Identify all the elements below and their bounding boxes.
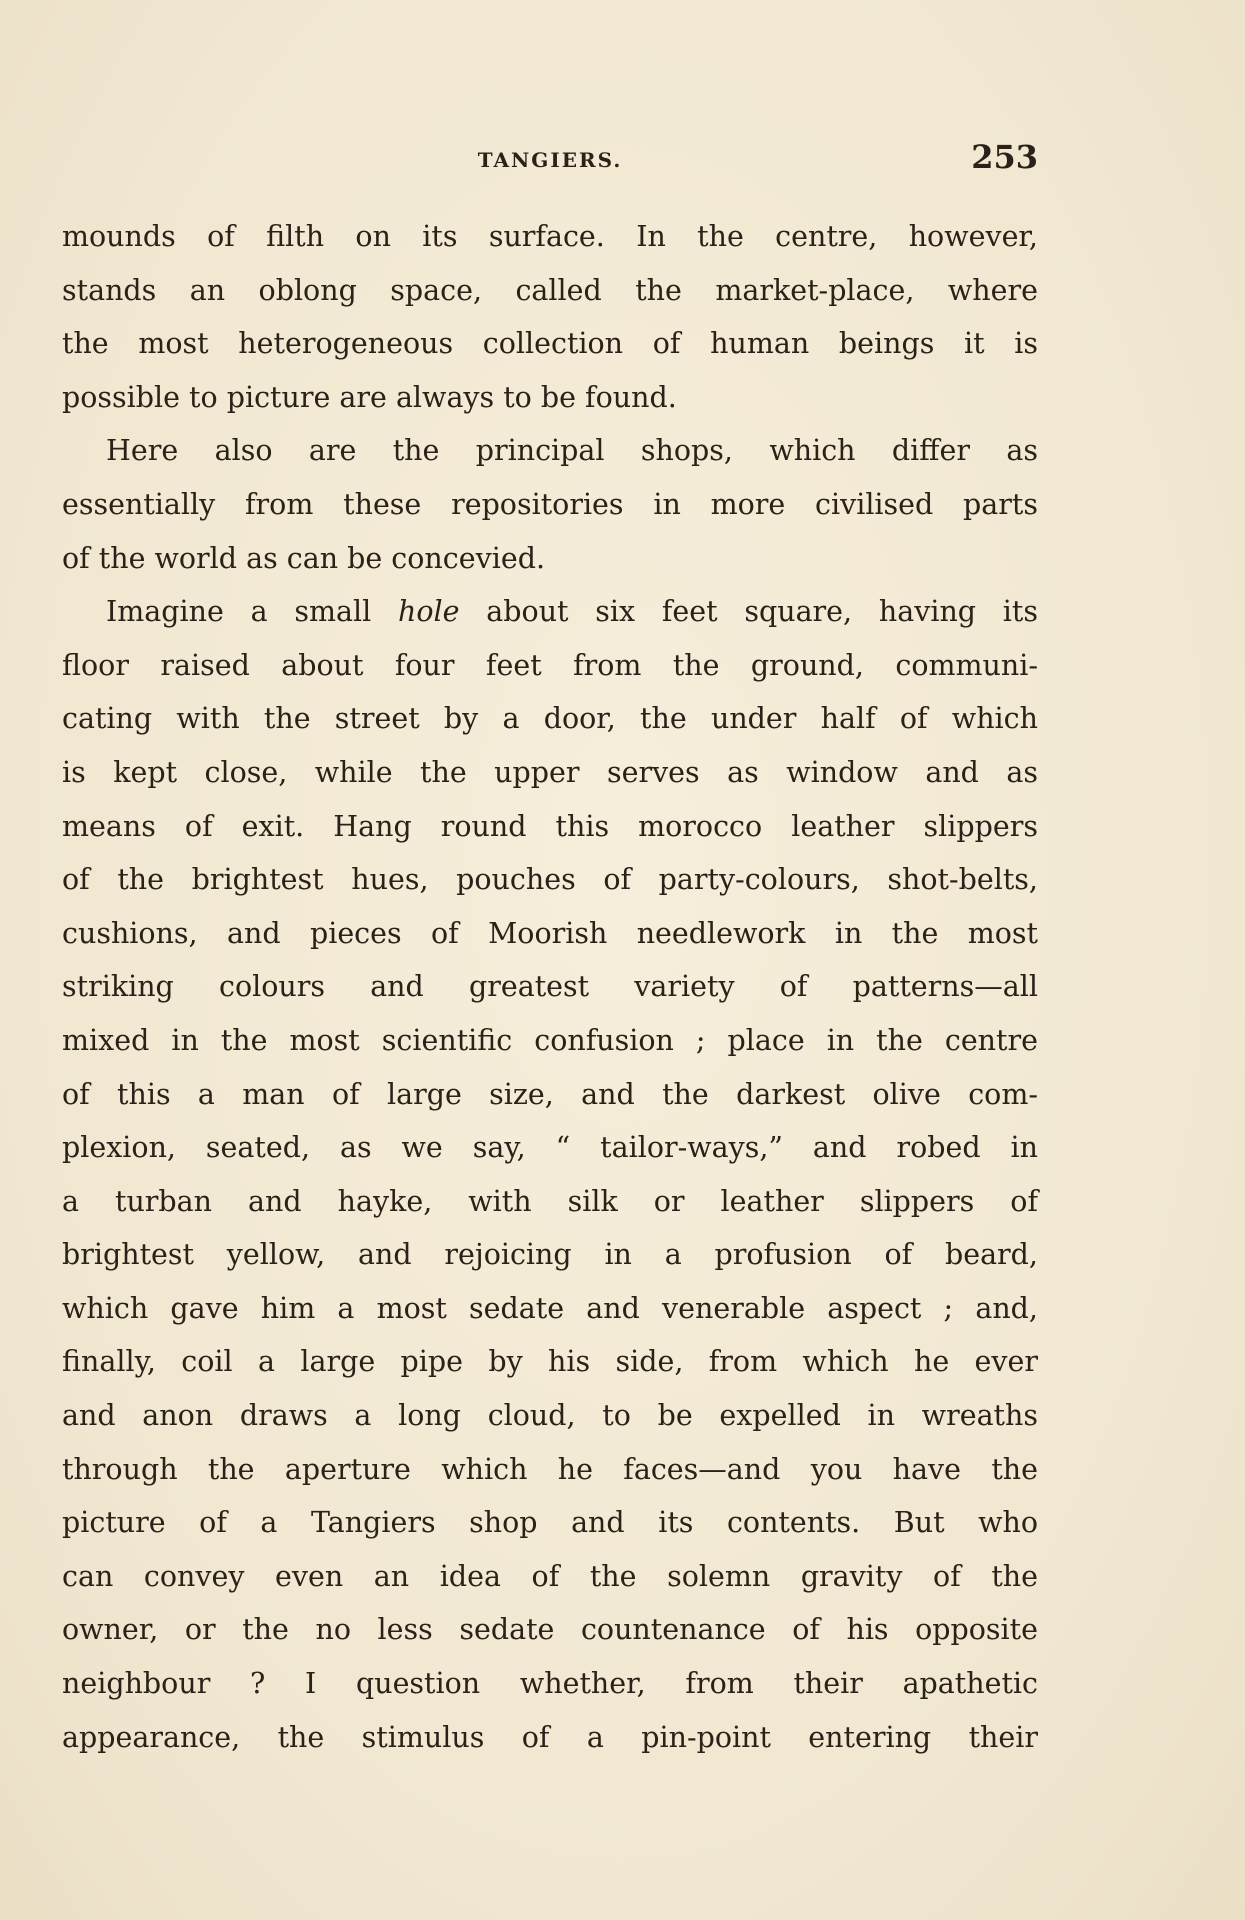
text-line: the most heterogeneous collection of human beings it is <box>62 327 1038 361</box>
text-line: a turban and hayke, with silk or leather slippers of <box>62 1184 1038 1218</box>
text-line: plexion, seated, as we say, “ tailor-ways,” and robed in <box>62 1131 1038 1165</box>
text-line: cating with the street by a door, the under half of which <box>62 702 1038 736</box>
text-line: which gave him a most sedate and venerable aspect ; and, <box>62 1291 1038 1325</box>
text-line: appearance, the stimulus of a pin-point entering their <box>62 1720 1038 1754</box>
text-line: mixed in the most scientific confusion ; place in the centre <box>62 1023 1038 1057</box>
text-line: possible to picture are always to be found. <box>62 380 677 414</box>
text-line: of the brightest hues, pouches of party-colours, shot-belts, <box>62 863 1038 897</box>
text-line: means of exit. Hang round this morocco leather slippers <box>62 809 1038 843</box>
italic-word: hole <box>398 595 460 629</box>
text-line: brightest yellow, and rejoicing in a profusion of beard, <box>62 1238 1038 1272</box>
text-line: essentially from these repositories in more civilised parts <box>62 487 1038 521</box>
running-head: TANGIERS. <box>477 148 623 172</box>
text-line: and anon draws a long cloud, to be expelled in wreaths <box>62 1399 1038 1433</box>
body-text <box>62 210 1038 1764</box>
text-line: mounds of filth on its surface. In the centre, however, <box>62 220 1038 253</box>
page-header <box>62 138 1038 188</box>
text-line: finally, coil a large pipe by his side, from which he ever <box>62 1345 1038 1379</box>
text-line: neighbour ? I question whether, from their apathetic <box>62 1667 1038 1701</box>
text-line: of the world as can be concevied. <box>62 541 545 575</box>
page-number: 253 <box>971 138 1038 176</box>
text-line: Here also are the principal shops, which differ as <box>106 434 1038 468</box>
text-line: cushions, and pieces of Moorish needlework in the most <box>62 916 1038 950</box>
text-line: stands an oblong space, called the market-place, where <box>62 273 1038 307</box>
text-line: of this a man of large size, and the darkest olive com- <box>62 1077 1038 1111</box>
text-segment: about six feet square, having its <box>459 595 1038 629</box>
text-line: picture of a Tangiers shop and its contents. But who <box>62 1506 1038 1540</box>
text-line-imagine <box>62 585 1038 639</box>
text-line: can convey even an idea of the solemn gravity of the <box>62 1559 1038 1593</box>
text-line: floor raised about four feet from the ground, communi- <box>62 648 1038 682</box>
text-line: through the aperture which he faces—and you have the <box>62 1452 1038 1486</box>
text-line: is kept close, while the upper serves as window and as <box>62 755 1038 789</box>
text-segment: Imagine a small <box>106 595 399 629</box>
text-line: striking colours and greatest variety of patterns—all <box>62 970 1038 1004</box>
text-line: owner, or the no less sedate countenance of his opposite <box>62 1613 1038 1647</box>
